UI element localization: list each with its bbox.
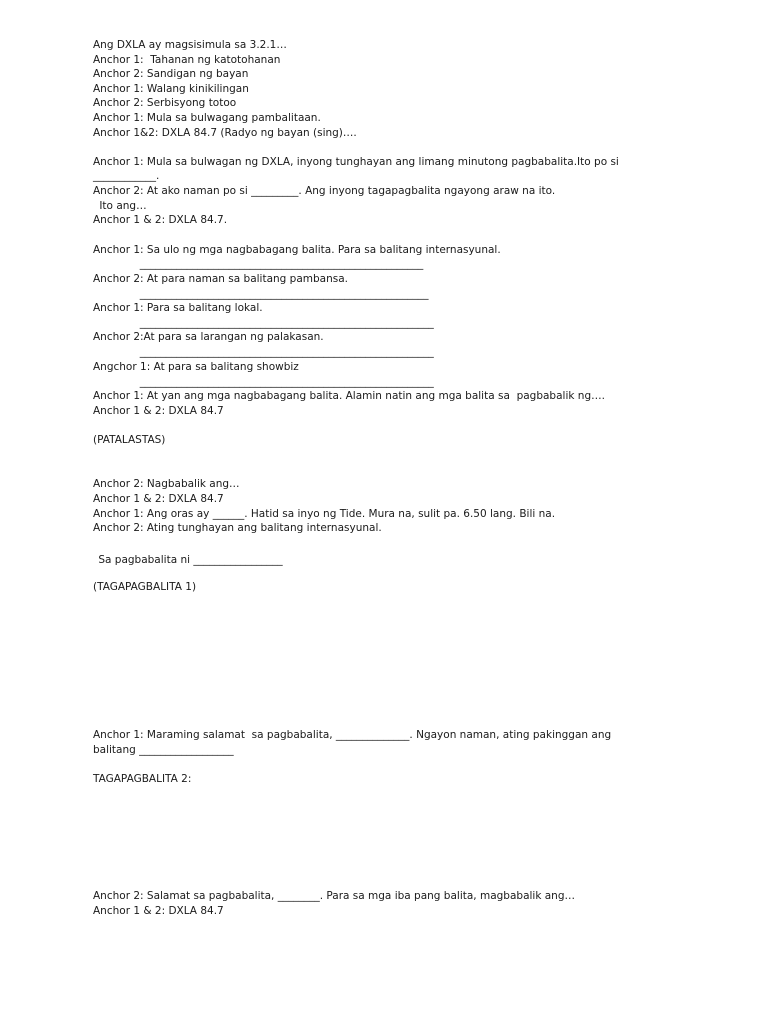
text-line: Anchor 1: Tahanan ng katotohanan: [93, 54, 281, 66]
text-line: Anchor 1: Maraming salamat sa pagbabalita, ______________. Ngayon naman, ating pakinggan ang: [93, 729, 612, 741]
text-line: Anchor 2: At para naman sa balitang pambansa.: [93, 273, 348, 285]
text-line: ____________.: [93, 170, 160, 182]
text-line: Anchor 1 & 2: DXLA 84.7.: [93, 214, 228, 226]
text-line: Anchor 2: Sandigan ng bayan: [93, 68, 249, 80]
text-line: Sa pagbabalita ni _________________: [95, 554, 283, 566]
text-line: Anchor 1 & 2: DXLA 84.7: [93, 405, 224, 417]
text-line: ________________________________________________________: [93, 346, 434, 358]
text-line: Anchor 1: At yan ang mga nagbabagang balita. Alamin natin ang mga balita sa pagbabalik ng….: [93, 390, 605, 402]
text-line: ________________________________________________________: [93, 317, 434, 329]
text-line: _______________________________________________________: [93, 288, 429, 300]
text-line: Anchor 1: Sa ulo ng mga nagbabagang balita. Para sa balitang internasyunal.: [93, 244, 501, 256]
text-line: Anchor 1: Mula sa bulwagan ng DXLA, inyong tunghayan ang limang minutong pagbabalita.Ito po si: [93, 156, 619, 168]
text-line: ________________________________________________________: [93, 376, 434, 388]
text-line: Anchor 2: Serbisyong totoo: [93, 97, 237, 109]
text-line: Anchor 2: At ako naman po si _________. Ang inyong tagapagbalita ngayong araw na ito.: [93, 185, 556, 197]
text-line: Anchor 1: Para sa balitang lokal.: [93, 302, 263, 314]
text-line: Anchor 1: Ang oras ay ______. Hatid sa inyo ng Tide. Mura na, sulit pa. 6.50 lang. Bili na.: [93, 508, 556, 520]
text-line: Anchor 1 & 2: DXLA 84.7: [93, 493, 224, 505]
text-line: (TAGAPAGBALITA 1): [93, 581, 197, 593]
text-line: Anchor 1&2: DXLA 84.7 (Radyo ng bayan (sing)….: [93, 127, 357, 139]
text-line: Anchor 1 & 2: DXLA 84.7: [93, 905, 224, 917]
text-line: Angchor 1: At para sa balitang showbiz: [93, 361, 299, 373]
text-line: Anchor 1: Mula sa bulwagang pambalitaan.: [93, 112, 321, 124]
text-line: Ito ang…: [96, 200, 147, 212]
text-line: Anchor 1: Walang kinikilingan: [93, 83, 249, 95]
text-line: Anchor 2: Nagbabalik ang…: [93, 478, 240, 490]
text-line: Ang DXLA ay magsisimula sa 3.2.1…: [93, 39, 287, 51]
text-line: Anchor 2:At para sa larangan ng palakasan.: [93, 331, 324, 343]
text-line: Anchor 2: Salamat sa pagbabalita, ________. Para sa mga iba pang balita, magbabalik ang…: [93, 890, 576, 902]
text-line: ______________________________________________________: [93, 258, 424, 270]
text-line: TAGAPAGBALITA 2:: [93, 773, 192, 785]
text-line: balitang __________________: [93, 744, 234, 756]
text-line: (PATALASTAS): [93, 434, 166, 446]
text-line: Anchor 2: Ating tunghayan ang balitang internasyunal.: [93, 522, 382, 534]
